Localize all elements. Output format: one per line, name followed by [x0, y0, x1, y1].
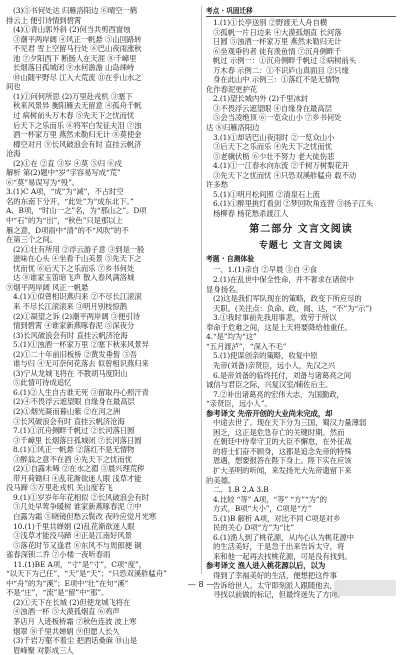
text-line: 解析 第(2)题中“岁”字容易写成“荒” [6, 168, 121, 178]
text-line: (3)千岩万壑不着尘 把酒话桑麻 ⑩山是 [13, 636, 138, 646]
text-line: ③长风破浪会有时 直挂云帆济沧海 [13, 416, 125, 426]
text-line: 排云上 便引诗情到碧霄 [6, 15, 82, 25]
text-line: A、B项，“时山一之”名，为“那山之”。D项 [6, 206, 147, 216]
text-line: 2.(1)在乱世中保全性命，并不奢求在诸侯中 [213, 275, 354, 285]
text-line: (1)①问何所思 (2)万里赴戎机 ③塞下 [13, 91, 133, 101]
text-line: 忧而忧 ⑥后天下之乐而乐 ⑦乡书何处 [13, 263, 135, 273]
text-line: 6.是帝刘备的临终托付，刘备与诸葛亮之间 [213, 370, 352, 380]
text-line: 6.(1)渔人到了桃花源，从内心认为桃花源中 [213, 532, 354, 542]
text-line: 名的东南下分开，“此处”为“成东北下。” [6, 196, 134, 206]
text-line: 带月荷锄归 ④乱花渐欲迷人眼 浅草才能 [13, 473, 142, 483]
text-line: 化作春泥更护花 [206, 84, 258, 94]
text-line: (2)这是我们军队现在的策略，政变下所应尽的 [213, 294, 362, 304]
text-line: 民的关心 D项“方”为“比” [213, 523, 295, 533]
text-line: 的美德。 [206, 475, 236, 485]
text-line: 中“石”的为“出”，“秋色”只是那以上 [6, 216, 123, 226]
text-line: 4.(1)①似曾相识燕归来 ②不尽长江滚滚 [13, 292, 142, 302]
text-line: 雀春深锁二乔 ⑦小楼一夜听春雨 [6, 550, 111, 560]
text-line: 来 不尽长江滚滚来 ③明月别枝惊鹊 [13, 301, 127, 311]
sub-tag: 考题 · 自测体验 [206, 255, 255, 264]
text-line: ③先天下之忧而忧 ④只恐双溪舴艋舟 载不动 [213, 170, 357, 180]
text-line: 后天下之乐而乐 ⑥将军白发征夫泪 ⑦浊 [13, 120, 142, 130]
text-line: 在第三个之间。 [6, 235, 58, 245]
corner-watermark-logo [334, 580, 396, 596]
text-line: 4.“是”均为“这” [206, 332, 257, 342]
text-line: 过 病树前头万木春 ⑤先天下之忧而忧 [13, 111, 135, 121]
text-line: 身在此山中 示例三：①落红不是无情物 [213, 75, 340, 85]
text-line: 告诉给世人。太守即刻派人跟随他去， [213, 580, 337, 590]
text-line: ⑥坐观垂钓者 徒有羡鱼情 ⑦沉舟侧畔千 [213, 46, 342, 56]
text-line: 二、1.B 2.A 3.B [213, 485, 269, 495]
text-line: 间也 [6, 82, 21, 92]
text-line: 6.(1)②人生自古谁无死 ③留取丹心照汗青 [13, 387, 149, 397]
text-line: 情到碧霄 ④谁家新燕啄春泥 ⑤深夜分 [13, 321, 135, 331]
text-line: ③不畏浮云遮望眼 ④自缘身在最高层 [213, 103, 332, 113]
text-line: 杨柳春 杨花愁杀渡江人 [213, 208, 289, 218]
text-line: 寻找以前做的标记，但最终迷失了方向。 [213, 590, 345, 600]
text-line: 许多愁 [206, 180, 228, 190]
text-line: 在朝廷中侍奉守卫的大臣不懈怠，在外征战 [213, 437, 352, 447]
text-line: (3)宁从龙城飞将在 不教胡马度阴山 [13, 368, 128, 378]
text-line: “五月渡泸”，“深入不毛” [206, 341, 287, 351]
text-line: 显身扬名。 [206, 284, 243, 294]
text-line: 樽空对月 ⑨长风破浪会有时 直挂云帆济 [13, 139, 142, 149]
text-line: 没马蹄 ⑤万里赴戎机 关山度若飞 [6, 483, 113, 493]
text-line: 7.(1)①沉舟侧畔千帆过 ②长河落日圆 [13, 426, 135, 436]
text-line: 天职。(关注点：负命、政、闻、达，“不”为“示”) [213, 303, 372, 313]
text-line: 方式，B项“大小”，C项是“方” [213, 504, 312, 514]
text-line: 6.(1)①醉里挑灯看剑 ②梦回吹角连营 ③扬子江头 [213, 199, 374, 209]
text-line: ⑤会当凌绝顶 ⑥一览众山小 ⑦乡书何处 [213, 113, 342, 123]
page-number: — 8 — [187, 580, 215, 589]
text-line: 的生活美好，于是急于出来告诉太守，将 [213, 542, 345, 552]
text-line: 扩大圣明的听闻，来发扬光大先帝遗留下来 [213, 465, 352, 475]
text-line: 困乏，这正是危急存亡的关键时期。然而 [213, 427, 345, 437]
text-line: 10.(1)千里共婵娟 (2)乱花渐欲迷人眼 [13, 521, 135, 531]
text-line: 中途去世了。现在天下分为三国，蜀汉力量薄弱 [213, 418, 367, 428]
text-line: (2)①自露未晞 ②在水之湄 ③晨兴理荒秽 [13, 464, 145, 474]
text-line: ③后天下之乐而乐 ④先天下之忧而忧 [213, 142, 332, 152]
text-line: 5.(1)B 解析 A项，对比不同 C项是对乡 [213, 513, 341, 523]
text-line: 眉峰聚 对影成三人 [13, 645, 74, 655]
text-line: 得到了幸福美好的生活，便想把这件事 [213, 570, 337, 580]
text-line: 参考译文 先帝开创的大业尚未完成，却 [206, 408, 333, 418]
text-line: 达 ⑧归雁洛阳边 [206, 123, 260, 133]
text-line: 长烟落日孤城闭 ⑨水何澹澹 山岛竦峙 [13, 63, 135, 73]
text-line: ⑤老骥伏枥 ⑥少壮不努力 老大徒伤悲 [213, 151, 335, 161]
text-line: (2)①天下在长城 (2)但使龙城飞将在 [13, 597, 131, 607]
text-line: 3.(1)①却话巴山夜雨时 ②一览众山小 [213, 132, 335, 142]
text-line: 参考译文 渔人进入桃花源以后，以为 [206, 561, 326, 571]
text-line: (2)①在 ②直 ③岁 ④莫 ⑤归 ⑥戍 [13, 158, 122, 168]
left-column [6, 6, 198, 655]
text-line: 3.①我时事前先我用事悲，效劳于所以 [213, 313, 337, 323]
text-line: (2)①壮有所用 ②浮云游子意 ③到是一般 [13, 244, 145, 254]
text-line: 不见君 雪上空留马行处 ⑥巴山夜雨涨秋 [13, 44, 142, 54]
text-line: 的将士们奋不顾身，这都是追念先帝的特殊 [213, 446, 352, 456]
text-line: 达 ⑧谁家玉笛暗飞声 散入春风满洛城 [13, 273, 135, 283]
text-line: 来和他一起再去找桃花源，可是没有找到。 [213, 551, 352, 561]
text-line: ⑥“莫”易误写为“殁”。 [6, 177, 80, 187]
text-line: 11.(1)BE A项，“寸”是“寸”，C项“度”， [13, 559, 146, 569]
text-line: 日圆 ⑤浊酒一杯家万里 燕然未勒归无计 [213, 37, 342, 47]
text-line: 2.(1)望长城内外 (2)千里冰封 [213, 94, 309, 104]
text-line: ⑤落花时节又逢君 ⑥东风不与周郎便 铜 [13, 540, 142, 550]
text-line: 5.(1)使谋创亲的策略，收复中原 [213, 351, 318, 361]
column-divider [201, 6, 202, 574]
text-line: “亲贤臣，远小人”。 [206, 399, 272, 409]
text-line: 帆过 示例一：①沉舟侧畔千帆过 ②病树前头 [213, 56, 357, 66]
text-line: 恩遇，想要报答在陛下身上。陛下实在应该 [213, 456, 352, 466]
text-line: 中“舟”的为“溪”；E项中“壮”在句“溪” [6, 578, 129, 588]
text-line: ③孤帆一片日边来 ④大漠孤烟直 长河落 [213, 27, 342, 37]
text-line: 7.②补出诸葛亮的宏伟大志，为国勤政， [213, 389, 344, 399]
text-line: ③潮平两岸阔 ④风正一帆悬 ⑤山回路转 [13, 34, 142, 44]
right-top-tag: 考点 · 巩固迁移 [206, 6, 396, 17]
part-title: 第二部分 文言文阅读 [249, 224, 353, 236]
text-line: ⑩山随平野尽 江入大荒流 ⑪在乎山水之 [13, 72, 142, 82]
text-line: (2)①凝望之诉 (2)潮平两岸阔 ③便引诗 [13, 311, 140, 321]
review-answers [206, 18, 396, 218]
text-line: ③浅草才能没马蹄 ④正是江南好风景 [13, 531, 132, 541]
text-line: 4.比较 “等” A项，“等” “方”“为”的 [213, 494, 327, 504]
text-line: ④浊酒一杯 ⑤大漠孤烟直 ⑥鸡声 [13, 607, 120, 617]
text-line: (2)④不畏浮云遮望眼 自缘身在最高层 [13, 397, 135, 407]
text-line: 茅店月 人迹板桥霜 ⑦秋色连波 波上寒 [13, 617, 137, 626]
text-line: ⑤此情可待成追忆 [13, 378, 72, 388]
text-line: 3.(1)C A项，“成”为“减”，不占时空 [6, 187, 124, 197]
text-line: (4)①青山郭外斜 (2)何当共剪西窗烛 [13, 25, 131, 35]
text-line: 一、1.(1)亲自 ②早晨 ③自 ④食 [213, 265, 317, 275]
classical-chinese-answers [206, 265, 396, 599]
text-line: 池 ⑦夕阳西下 断肠人在天涯 ⑧千嶂里 [13, 53, 137, 63]
text-line: ③千嶂里 长烟落日孤城闭 ⑦长河落日圆 [13, 435, 142, 445]
text-line: 4.(1)①一江春水向东流 ②千树万树梨花开 [213, 161, 349, 171]
right-column [206, 6, 396, 600]
text-line: (2)①二十年前旧板桥 ②黄发垂髫 ③吾 [13, 349, 138, 359]
text-line: 沧海 [6, 149, 21, 159]
text-line: 白露为霜 ⑤晓镜但愁云鬓改 夜吟应觉月光寒 [13, 511, 157, 521]
text-line: 雁之意，D项雨中“清”的不“风吹”的不 [6, 225, 129, 235]
text-line: 滋味在心头 ④坐看千山美景 ⑤先天下之 [13, 254, 142, 264]
text-line: “以天下为己任”，“天”是“天”；“只恐双溪舴艋舟” [6, 569, 167, 579]
text-line: ③几处早莺争暖树 谁家新燕啄春泥 ⑦中 [13, 502, 142, 512]
text-line: ⑨烟平两岸阔 风正一帆悬 [6, 282, 89, 292]
text-line: 奉命于危难之间，这是上天将要降给他重任。 [206, 322, 352, 332]
text-line: 1.(1)①长亭送别 ②野渡无人舟自横 [213, 18, 328, 27]
text-line: (2)①烟光凝而暮山紫 ②在河之洲 [13, 406, 121, 416]
text-line: 5.(1)①明月松间照 ②清泉石上流 [213, 189, 320, 199]
text-line: 谁与归 ④无可奈何花落去 似曾相识燕归来 [13, 359, 149, 369]
text-line: 不是“庄”，“流”是“留”中“那”。 [6, 588, 109, 598]
text-line: 9.(1)①岁岁年年花相似 ②长风破浪会有时 [13, 492, 149, 502]
text-line: 万木春 示例二：①不识庐山真面目 ②只缘 [213, 65, 349, 75]
text-line: 烟翠 ⑧千里共婵娟 ⑨但愿人长久 [13, 626, 120, 636]
text-line: 先帝(刘备)亲贤臣，远小人，先汉之兴 [213, 360, 336, 370]
text-line: (3)长风破浪会有时 直挂云帆济沧海 [13, 330, 128, 340]
text-line: 5.(1)①浊酒一杯家万里 ②塞下秋来风景异 [13, 340, 149, 350]
section-title: 专题七 文言文阅读 [258, 241, 344, 252]
text-line: (3)⑤书何处达 归雁洛阳边 ⑥晴空一鹤 [13, 6, 138, 15]
text-line: 8.(1)①风正一帆悬 ②落红不是无情物 [13, 445, 135, 455]
text-line: 秋来风景异 衡阳雁去无留意 ④孤舟千帆 [13, 101, 142, 111]
text-line: ③醉翁之意不在酒 ④先天下之忧而忧 [13, 454, 132, 464]
text-line: 酒一杯家万里 燕然未勒归无计 ⑧莫使金 [13, 130, 142, 140]
text-line: 诚信与君臣之际，兴复汉室/辅佐后主。 [206, 380, 333, 390]
